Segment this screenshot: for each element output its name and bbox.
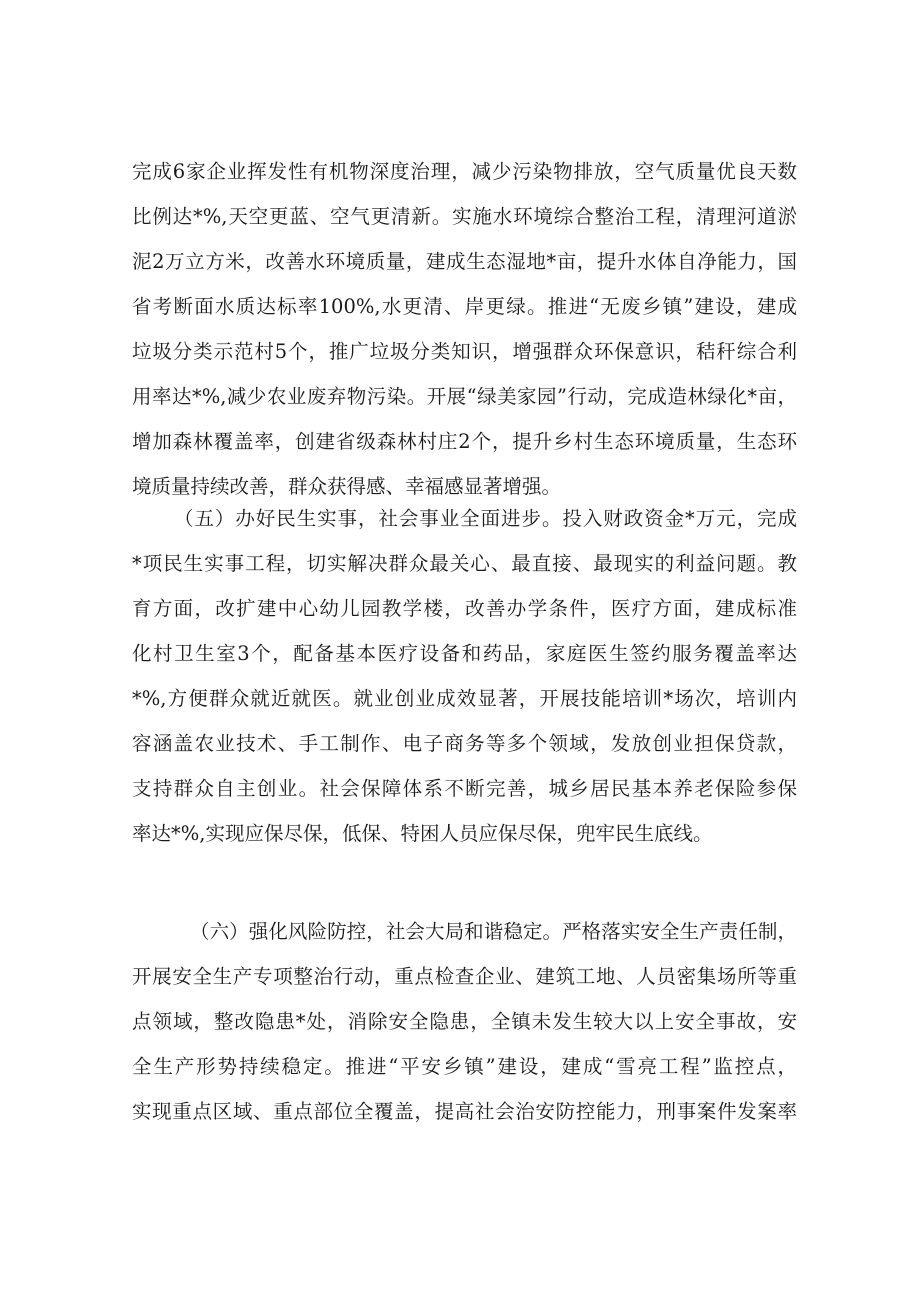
text-line: 育方面，改扩建中心幼儿园教学楼，改善办学条件，医疗方面，建成标准 (132, 597, 797, 620)
text-line: 全生产形势持续稳定。推进“平安乡镇”建设，建成“雪亮工程”监控点， (132, 1055, 797, 1078)
text-line: 垃圾分类示范村5个，推广垃圾分类知识，增强群众环保意识，秸秆综合利 (132, 340, 797, 363)
text-line: *%,方便群众就近就医。就业创业成效显著，开展技能培训*场次，培训内 (132, 687, 797, 710)
paragraph-livelihood (132, 496, 797, 856)
paragraph-heading-line: （五）办好民生实事，社会事业全面进步。投入财政资金*万元，完成 (174, 507, 797, 530)
text-line: 用率达*%,减少农业废弃物污染。开展“绿美家园”行动，完成造林绿化*亩， (132, 385, 797, 408)
text-line: 化村卫生室3个，配备基本医疗设备和药品，家庭医生签约服务覆盖率达 (132, 642, 797, 665)
text-line: 容涵盖农业技术、手工制作、电子商务等多个领域，发放创业担保贷款， (132, 732, 797, 755)
text-line: 率达*%,实现应保尽保，低保、特困人员应保尽保，兜牢民生底线。 (132, 822, 713, 845)
text-line: 省考断面水质达标率100%,水更清、岸更绿。推进“无废乡镇”建设，建成 (132, 295, 797, 318)
text-line: 境质量持续改善，群众获得感、幸福感显著增强。 (132, 475, 562, 498)
text-line: 实现重点区域、重点部位全覆盖，提高社会治安防控能力，刑事案件发案率 (132, 1100, 797, 1123)
text-line: 开展安全生产专项整治行动，重点检查企业、建筑工地、人员密集场所等重 (132, 965, 797, 988)
text-line: 泥2万立方米，改善水环境质量，建成生态湿地*亩，提升水体自净能力，国 (132, 250, 797, 273)
text-line: 比例达*%,天空更蓝、空气更清新。实施水环境综合整治工程，清理河道淤 (132, 205, 797, 228)
text-line: 增加森林覆盖率，创建省级森林村庄2个，提升乡村生态环境质量，生态环 (132, 430, 797, 453)
paragraph-heading-line: （六）强化风险防控，社会大局和谐稳定。严格落实安全生产责任制， (190, 920, 797, 943)
paragraph-environment (132, 149, 797, 509)
text-line: *项民生实事工程，切实解决群众最关心、最直接、最现实的利益问题。教 (132, 552, 797, 575)
text-line: 点领域，整改隐患*处，消除安全隐患，全镇未发生较大以上安全事故，安 (132, 1010, 797, 1033)
text-line: 完成6家企业挥发性有机物深度治理，减少污染物排放，空气质量优良天数 (132, 160, 797, 183)
paragraph-risk-control (132, 909, 797, 1134)
text-line: 支持群众自主创业。社会保障体系不断完善，城乡居民基本养老保险参保 (132, 777, 797, 800)
